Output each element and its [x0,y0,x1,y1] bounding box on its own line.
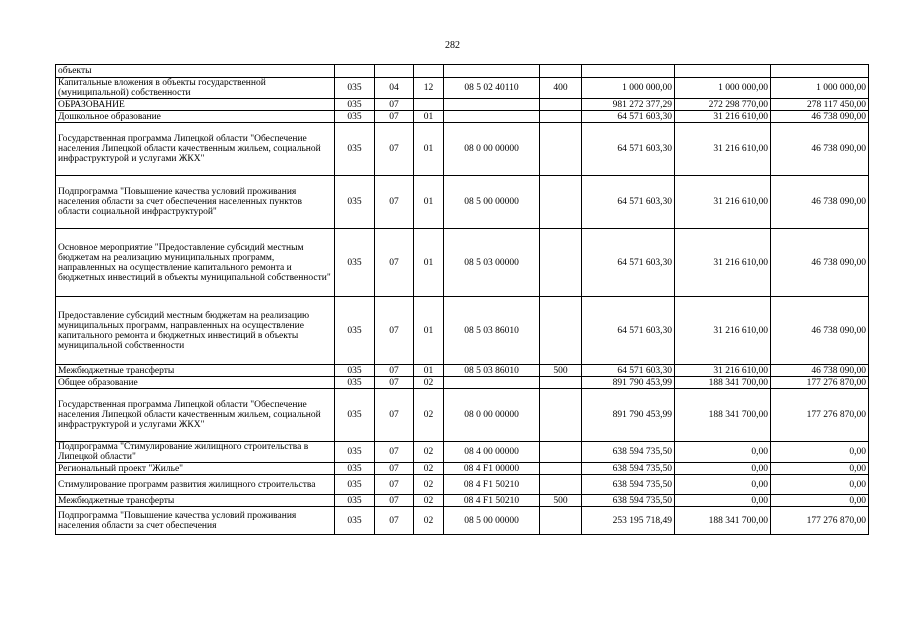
row-name: ОБРАЗОВАНИЕ [56,99,335,111]
section-code: 07 [375,377,414,389]
table-row [56,229,869,297]
amount-year3: 0,00 [771,442,869,463]
target-code: 08 0 00 00000 [444,389,540,442]
ministry-code: 035 [335,297,375,365]
section-code: 07 [375,475,414,495]
expense-type [540,475,582,495]
amount-year1: 253 195 718,49 [582,507,675,535]
section-code [375,65,414,78]
amount-year3: 177 276 870,00 [771,507,869,535]
expense-type [540,507,582,535]
amount-year3: 0,00 [771,463,869,475]
row-name: Основное мероприятие "Предоставление субсидий местным бюджетам на реализацию муниципальных программ, направленных на осуществление капитального ремонта и бюджетных инвестиций в объекты муниципальной собственности" [56,229,335,297]
row-name: Общее образование [56,377,335,389]
ministry-code: 035 [335,389,375,442]
subsection-code: 01 [414,123,444,176]
table-row [56,475,869,495]
expense-type [540,123,582,176]
amount-year2: 272 298 770,00 [675,99,771,111]
expense-type [540,176,582,229]
target-code: 08 5 02 40110 [444,78,540,99]
amount-year2: 31 216 610,00 [675,365,771,377]
target-code [444,99,540,111]
subsection-code: 01 [414,297,444,365]
ministry-code: 035 [335,365,375,377]
section-code: 07 [375,297,414,365]
table-row [56,176,869,229]
amount-year2: 188 341 700,00 [675,507,771,535]
expense-type [540,99,582,111]
table-row [56,65,869,78]
subsection-code: 02 [414,495,444,507]
subsection-code: 02 [414,442,444,463]
amount-year1: 64 571 603,30 [582,111,675,123]
target-code: 08 5 03 00000 [444,229,540,297]
table-row [56,365,869,377]
section-code: 07 [375,365,414,377]
expense-type: 500 [540,365,582,377]
amount-year1: 64 571 603,30 [582,176,675,229]
amount-year2: 31 216 610,00 [675,123,771,176]
ministry-code: 035 [335,377,375,389]
amount-year2: 31 216 610,00 [675,297,771,365]
amount-year1: 638 594 735,50 [582,442,675,463]
subsection-code: 02 [414,507,444,535]
table-row [56,377,869,389]
amount-year2: 31 216 610,00 [675,111,771,123]
section-code: 07 [375,176,414,229]
ministry-code: 035 [335,463,375,475]
subsection-code [414,65,444,78]
ministry-code [335,65,375,78]
ministry-code: 035 [335,123,375,176]
amount-year3: 177 276 870,00 [771,389,869,442]
amount-year1: 64 571 603,30 [582,229,675,297]
table-row [56,123,869,176]
subsection-code: 01 [414,111,444,123]
ministry-code: 035 [335,229,375,297]
amount-year3: 46 738 090,00 [771,123,869,176]
amount-year3: 46 738 090,00 [771,229,869,297]
target-code: 08 0 00 00000 [444,123,540,176]
section-code: 07 [375,123,414,176]
row-name: Государственная программа Липецкой области "Обеспечение населения Липецкой области качественным жильем, социальной инфраструктурой и услугами ЖКХ" [56,389,335,442]
subsection-code: 02 [414,463,444,475]
expense-type [540,111,582,123]
amount-year2: 31 216 610,00 [675,176,771,229]
amount-year3: 46 738 090,00 [771,365,869,377]
row-name: Подпрограмма "Повышение качества условий проживания населения области за счет обеспечения [56,507,335,535]
ministry-code: 035 [335,475,375,495]
ministry-code: 035 [335,78,375,99]
amount-year2 [675,65,771,78]
section-code: 07 [375,495,414,507]
amount-year2: 188 341 700,00 [675,389,771,442]
table-row [56,99,869,111]
section-code: 07 [375,99,414,111]
budget-table [55,64,869,535]
amount-year1: 64 571 603,30 [582,123,675,176]
section-code: 04 [375,78,414,99]
amount-year3: 46 738 090,00 [771,111,869,123]
subsection-code: 01 [414,176,444,229]
row-name: Межбюджетные трансферты [56,495,335,507]
amount-year1: 891 790 453,99 [582,389,675,442]
subsection-code [414,99,444,111]
table-row [56,111,869,123]
amount-year1 [582,65,675,78]
amount-year3: 177 276 870,00 [771,377,869,389]
target-code: 08 5 03 86010 [444,365,540,377]
expense-type [540,229,582,297]
table-row [56,463,869,475]
amount-year2: 31 216 610,00 [675,229,771,297]
amount-year1: 638 594 735,50 [582,495,675,507]
target-code [444,111,540,123]
table-body [56,65,869,535]
row-name: Стимулирование программ развития жилищного строительства [56,475,335,495]
subsection-code: 01 [414,365,444,377]
amount-year2: 0,00 [675,495,771,507]
amount-year1: 891 790 453,99 [582,377,675,389]
amount-year1: 64 571 603,30 [582,365,675,377]
subsection-code: 02 [414,389,444,442]
target-code [444,377,540,389]
expense-type [540,377,582,389]
ministry-code: 035 [335,442,375,463]
amount-year2: 0,00 [675,442,771,463]
section-code: 07 [375,111,414,123]
amount-year1: 981 272 377,29 [582,99,675,111]
ministry-code: 035 [335,111,375,123]
amount-year2: 0,00 [675,463,771,475]
target-code: 08 4 F1 50210 [444,495,540,507]
ministry-code: 035 [335,507,375,535]
amount-year1: 64 571 603,30 [582,297,675,365]
row-name: объекты [56,65,335,78]
expense-type [540,389,582,442]
table-row [56,389,869,442]
amount-year3: 0,00 [771,475,869,495]
target-code: 08 5 00 00000 [444,176,540,229]
amount-year2: 0,00 [675,475,771,495]
table-row [56,495,869,507]
table-row [56,297,869,365]
amount-year3: 1 000 000,00 [771,78,869,99]
amount-year2: 188 341 700,00 [675,377,771,389]
section-code: 07 [375,229,414,297]
amount-year3: 0,00 [771,495,869,507]
subsection-code: 02 [414,377,444,389]
row-name: Подпрограмма "Повышение качества условий проживания населения области за счет обеспечения населенных пунктов области социальной инфраструктурой" [56,176,335,229]
row-name: Капитальные вложения в объекты государственной (муниципальной) собственности [56,78,335,99]
amount-year1: 638 594 735,50 [582,463,675,475]
target-code: 08 4 00 00000 [444,442,540,463]
amount-year3: 278 117 450,00 [771,99,869,111]
amount-year3 [771,65,869,78]
target-code: 08 5 00 00000 [444,507,540,535]
ministry-code: 035 [335,495,375,507]
expense-type: 400 [540,78,582,99]
row-name: Государственная программа Липецкой области "Обеспечение населения Липецкой области качественным жильем, социальной инфраструктурой и услугами ЖКХ" [56,123,335,176]
amount-year1: 1 000 000,00 [582,78,675,99]
section-code: 07 [375,442,414,463]
expense-type [540,297,582,365]
expense-type: 500 [540,495,582,507]
expense-type [540,65,582,78]
row-name: Дошкольное образование [56,111,335,123]
target-code [444,65,540,78]
target-code: 08 4 F1 50210 [444,475,540,495]
subsection-code: 02 [414,475,444,495]
subsection-code: 01 [414,229,444,297]
section-code: 07 [375,507,414,535]
page-number: 282 [445,40,460,51]
expense-type [540,442,582,463]
row-name: Межбюджетные трансферты [56,365,335,377]
amount-year1: 638 594 735,50 [582,475,675,495]
ministry-code: 035 [335,176,375,229]
target-code: 08 4 F1 00000 [444,463,540,475]
section-code: 07 [375,389,414,442]
expense-type [540,463,582,475]
row-name: Подпрограмма "Стимулирование жилищного строительства в Липецкой области" [56,442,335,463]
amount-year3: 46 738 090,00 [771,297,869,365]
row-name: Предоставление субсидий местным бюджетам на реализацию муниципальных программ, направленных на осуществление капитального ремонта и бюджетных инвестиций в объекты муниципальной собственности [56,297,335,365]
row-name: Региональный проект "Жилье" [56,463,335,475]
amount-year3: 46 738 090,00 [771,176,869,229]
table-row [56,78,869,99]
ministry-code: 035 [335,99,375,111]
section-code: 07 [375,463,414,475]
target-code: 08 5 03 86010 [444,297,540,365]
table-row [56,442,869,463]
subsection-code: 12 [414,78,444,99]
amount-year2: 1 000 000,00 [675,78,771,99]
table-row [56,507,869,535]
